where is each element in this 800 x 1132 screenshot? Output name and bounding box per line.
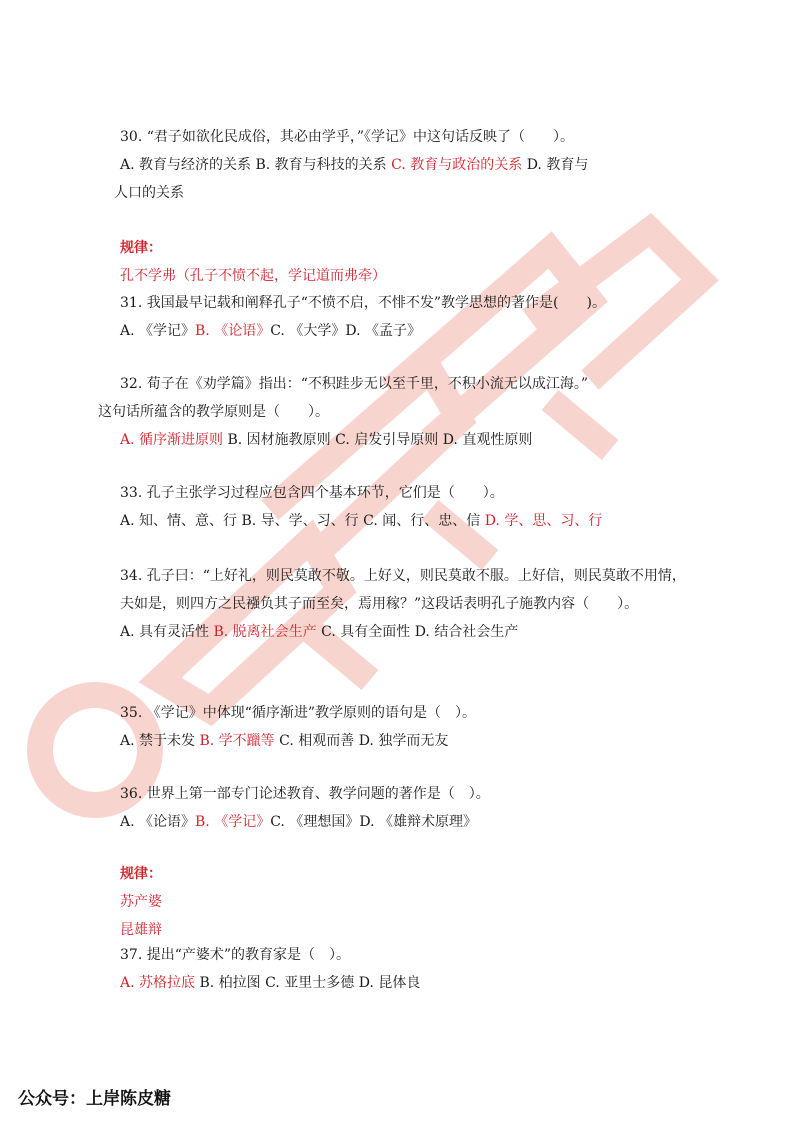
question-33 — [120, 479, 695, 535]
q32-option-a-answer: A. 循序渐进原则 — [120, 432, 224, 448]
q35-option-a: A. 禁于未发 — [120, 733, 196, 749]
q32-option-c: C. 启发引导原则 — [335, 432, 439, 448]
rule-block-2 — [120, 860, 695, 944]
question-36-stem: 36. 世界上第一部专门论述教育、教学问题的著作是（ ）。 — [120, 786, 490, 802]
question-31-options — [120, 317, 695, 345]
question-36 — [120, 780, 695, 836]
q32-option-d: D. 直观性原则 — [442, 432, 533, 448]
rule-2-line-1: 苏产婆 — [120, 894, 162, 910]
rule-2-title: 规律： — [120, 866, 162, 882]
question-32-options — [120, 426, 695, 454]
q36-option-c: C. 《理想国》 — [270, 814, 360, 830]
question-30-options — [120, 151, 695, 179]
q33-option-d-answer: D. 学、思、习、行 — [484, 513, 603, 529]
question-35-stem: 35. 《学记》中体现“循序渐进”教学原则的语句是（ ）。 — [120, 705, 477, 721]
footer-account-label: 公众号：上岸陈皮糖 — [18, 1089, 171, 1109]
q35-option-d: D. 独学而无友 — [358, 733, 449, 749]
q35-option-b-answer: B. 学不躐等 — [199, 733, 275, 749]
question-36-options — [120, 808, 695, 836]
q37-option-b: B. 柏拉图 — [199, 975, 261, 991]
rule-1-title: 规律： — [120, 240, 162, 256]
question-32-stem: 32. 荀子在《劝学篇》指出：“不积跬步无以至千里，不积小流无以成江海。” — [120, 376, 589, 392]
q33-option-a: A. 知、情、意、行 — [120, 513, 238, 529]
question-35 — [120, 699, 695, 755]
question-32 — [98, 370, 695, 454]
q30-option-d: D. 教育与 — [526, 157, 589, 173]
q36-option-a: A. 《论语》 — [120, 814, 196, 830]
q37-option-c: C. 亚里士多德 — [265, 975, 355, 991]
question-32-stem-cont: 这句话所蕴含的教学原则是（ ）。 — [98, 404, 329, 420]
q37-option-a-answer: A. 苏格拉底 — [120, 975, 196, 991]
question-34 — [120, 562, 695, 646]
question-33-stem: 33. 孔子主张学习过程应包含四个基本环节，它们是（ ）。 — [120, 485, 504, 501]
q36-option-d: D. 《雄辩术原理》 — [359, 814, 477, 830]
question-34-stem: 34. 孔子曰：“上好礼，则民莫敢不敬。上好义，则民莫敢不服。上好信，则民莫敢不用情，夫如是，则四方之民襁负其子而至矣，焉用稼？”这段话表明孔子施教内容（ ）。 — [120, 568, 686, 612]
question-37 — [120, 941, 695, 997]
question-33-options — [120, 507, 695, 535]
q35-option-c: C. 相观而善 — [279, 733, 355, 749]
q31-option-b-answer: B. 《论语》 — [195, 323, 271, 339]
q34-option-a: A. 具有灵活性 — [120, 624, 210, 640]
question-31-stem: 31. 我国最早记载和阐释孔子“不愤不启，不悱不发”教学思想的著作是( )。 — [120, 295, 606, 311]
question-30 — [114, 123, 695, 207]
q33-option-b: B. 导、学、习、行 — [241, 513, 359, 529]
question-30-stem: 30. “君子如欲化民成俗，其必由学乎，”《学记》中这句话反映了（ ）。 — [120, 129, 575, 145]
question-31 — [120, 289, 695, 345]
question-35-options — [120, 727, 695, 755]
q31-option-d: D. 《孟子》 — [345, 323, 421, 339]
q31-option-c: C. 《大学》 — [270, 323, 346, 339]
q30-option-c-answer: C. 教育与政治的关系 — [391, 157, 523, 173]
q37-option-d: D. 昆体良 — [358, 975, 421, 991]
q32-option-b: B. 因材施教原则 — [227, 432, 331, 448]
q34-option-c: C. 具有全面性 — [321, 624, 411, 640]
rule-block-1 — [120, 234, 695, 290]
q30-option-b: B. 教育与科技的关系 — [255, 157, 387, 173]
rule-1-text: 孔不学弗（孔子不愤不起，学记道而弗牵） — [120, 268, 386, 284]
rule-2-line-2: 昆雄辩 — [120, 922, 162, 938]
q34-option-b-answer: B. 脱离社会生产 — [213, 624, 317, 640]
question-34-options — [120, 618, 695, 646]
q36-option-b-answer: B. 《学记》 — [195, 814, 271, 830]
question-37-options — [120, 969, 695, 997]
question-37-stem: 37. 提出“产婆术”的教育家是（ ）。 — [120, 947, 351, 963]
q30-option-a: A. 教育与经济的关系 — [120, 157, 252, 173]
q31-option-a: A. 《学记》 — [120, 323, 196, 339]
q34-option-d: D. 结合社会生产 — [414, 624, 519, 640]
q33-option-c: C. 闻、行、忠、信 — [363, 513, 481, 529]
q30-option-d-cont: 人口的关系 — [114, 185, 184, 201]
